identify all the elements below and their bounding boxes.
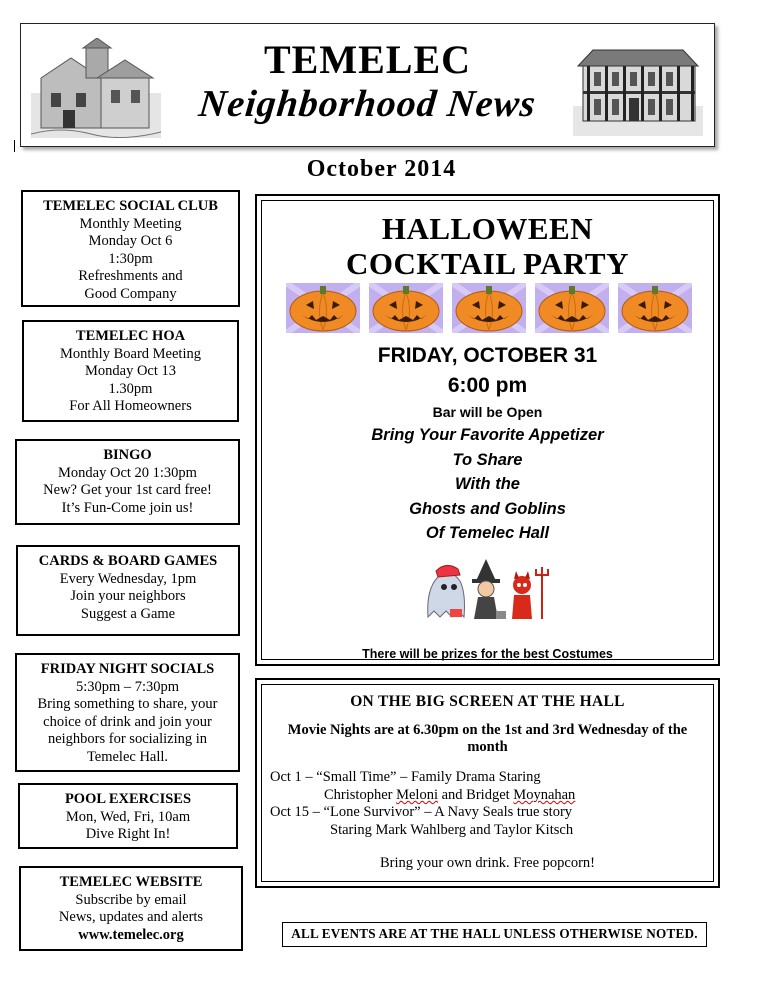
masthead (20, 23, 715, 147)
invite-line: To Share (452, 450, 523, 469)
box-line: Monthly Meeting (79, 215, 182, 232)
movie-listing-oct15: Oct 15 – “Lone Survivor” – A Navy Seals true story (270, 804, 573, 820)
jack-o-lantern-icon (286, 283, 360, 333)
friday-socials-box (15, 653, 240, 772)
box-line: Suggest a Game (80, 605, 176, 622)
invite-line: With the (455, 475, 520, 493)
movie-cast-oct1 (324, 787, 575, 804)
box-line: Bring something to share, your (37, 696, 218, 713)
jack-o-lantern-icon (535, 283, 609, 333)
friday-socials-heading: FRIDAY NIGHT SOCIALS (40, 661, 215, 677)
box-line: New? Get your 1st card free! (43, 482, 212, 499)
pool-exercises-heading: POOL EXERCISES (64, 791, 192, 807)
jack-o-lantern-icon (452, 283, 526, 333)
newsletter-subtitle: Neighborhood News (196, 83, 539, 125)
box-line: Monday Oct 13 (84, 363, 176, 380)
party-time: 6:00 pm (447, 374, 528, 397)
hoa-box (22, 320, 239, 422)
movie-cast-oct15: Staring Mark Wahlberg and Taylor Kitsch (330, 822, 574, 838)
movie-listing-oct1: Oct 1 – “Small Time” – Family Drama Staring (270, 769, 541, 785)
cast-name: Moynahan (513, 787, 576, 803)
box-line: Mon, Wed, Fri, 10am (65, 808, 191, 825)
box-line: Monday Oct 6 (88, 233, 173, 250)
footer-notice: ALL EVENTS ARE AT THE HALL UNLESS OTHERWISE NOTED. (282, 922, 707, 947)
bar-note: Bar will be Open (432, 404, 543, 420)
website-box (19, 866, 243, 951)
box-line: Subscribe by email (75, 891, 187, 908)
party-title (262, 211, 713, 281)
party-title-line: HALLOWEEN (381, 211, 594, 246)
box-line: 5:30pm – 7:30pm (75, 678, 180, 695)
halloween-party-panel (255, 194, 720, 666)
box-line: It’s Fun-Come join us! (61, 499, 194, 516)
party-title-line: COCKTAIL PARTY (346, 246, 629, 281)
box-line: Good Company (84, 285, 177, 302)
box-line: Dive Right In! (85, 826, 171, 843)
box-line: neighbors for socializing in (47, 731, 208, 748)
cast-name: Meloni (396, 787, 438, 803)
box-line: Monday Oct 20 1:30pm (58, 464, 197, 481)
cards-games-heading: CARDS & BOARD GAMES (38, 553, 218, 569)
box-line: Every Wednesday, 1pm (59, 570, 197, 587)
bingo-box (15, 439, 240, 525)
box-line: 1.30pm (108, 380, 153, 397)
hoa-heading: TEMELEC HOA (75, 328, 186, 344)
box-line: Join your neighbors (70, 588, 186, 605)
social-club-box (21, 190, 240, 307)
box-line: News, updates and alerts (58, 909, 204, 926)
cast-text: and Bridget (437, 787, 514, 803)
jack-o-lantern-icon (618, 283, 692, 333)
box-line: choice of drink and join your (43, 713, 212, 730)
box-line: 1:30pm (108, 250, 153, 267)
text-cursor (14, 140, 15, 152)
website-heading: TEMELEC WEBSITE (59, 874, 203, 890)
movie-schedule: Movie Nights are at 6.30pm on the 1st and 3rd Wednesday of the month (287, 722, 688, 755)
issue-date: October 2014 (306, 156, 457, 182)
box-line: For All Homeowners (69, 398, 192, 415)
prizes-note: There will be prizes for the best Costumes (362, 647, 613, 661)
invite-line: Of Temelec Hall (425, 524, 550, 542)
bingo-heading: BINGO (103, 447, 152, 463)
cast-text: Christopher (324, 787, 397, 803)
box-line: Temelec Hall. (86, 748, 169, 765)
invite-line: Ghosts and Goblins (409, 499, 566, 518)
movie-title: ON THE BIG SCREEN AT THE HALL (350, 693, 625, 710)
newsletter-title: TEMELEC (263, 37, 472, 82)
invite-line: Bring Your Favorite Appetizer (371, 426, 604, 444)
movie-note: Bring your own drink. Free popcorn! (379, 855, 596, 871)
website-link[interactable]: www.temelec.org (78, 926, 184, 943)
party-date: FRIDAY, OCTOBER 31 (377, 344, 598, 367)
box-line: Monthly Board Meeting (60, 345, 201, 362)
costumed-kids-illustration (424, 559, 554, 621)
movie-night-panel (255, 678, 720, 888)
jack-o-lantern-icon (369, 283, 443, 333)
social-club-heading: TEMELEC SOCIAL CLUB (43, 198, 218, 214)
box-line: Refreshments and (78, 268, 183, 285)
pool-exercises-box (18, 783, 238, 849)
cards-games-box (16, 545, 240, 636)
